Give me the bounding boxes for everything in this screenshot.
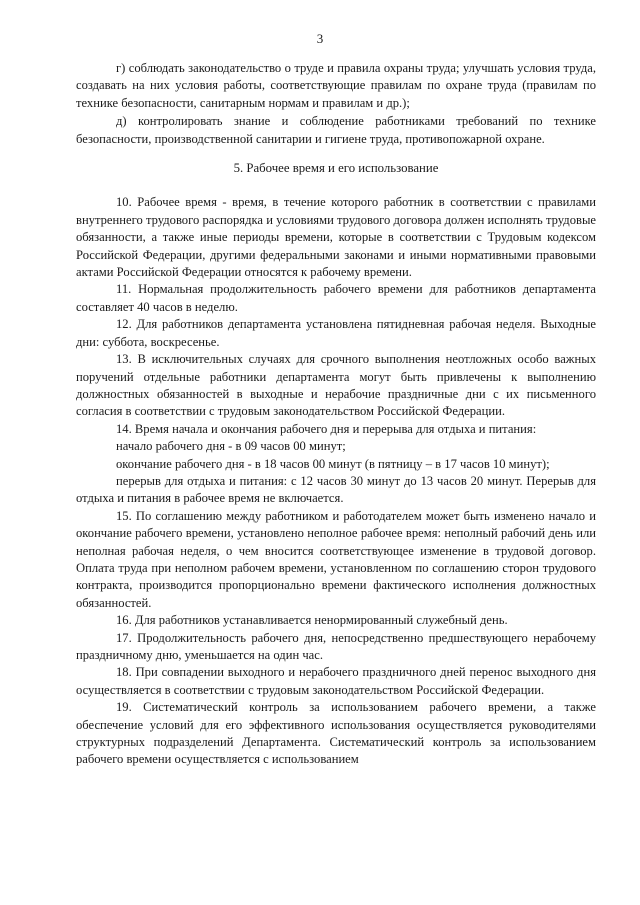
paragraph-10: 10. Рабочее время - время, в течение которого работник в соответствии с правилами внутреннего трудового распорядка и условиями трудового договора должен исполнять трудовые обязанности, а также иные периоды времени, которые в соответствии с Трудовым кодексом Российской Федерации, другими федеральными законами и иными нормативными правовыми актами Российской Федерации относятся к рабочему времени. — [76, 195, 596, 280]
paragraph-15: 15. По соглашению между работником и работодателем может быть изменено начало и окончание рабочего времени, установлено неполное рабочее время: неполный рабочий день или неполная рабочая неделя, о чем вносится соответствующее изменение в трудовой договор. Оплата труда при неполном рабочем времени, установленном по соглашению сторон трудового контракта, производится пропорционально времени фактического исполнения должностных обязанностей. — [76, 508, 596, 610]
paragraph-11: 11. Нормальная продолжительность рабочего времени для работников департамента составляет 40 часов в неделю. — [76, 282, 596, 314]
paragraph-19: 19. Систематический контроль за использованием рабочего времени, а также обеспечение условий для его эффективного использования осуществляется руководителями структурных подразделений Департамента. Систематический контроль за использованием рабочего времени осуществляется с использованием — [76, 700, 596, 767]
paragraph-14-break: перерыв для отдыха и питания: с 12 часов 30 минут до 13 часов 20 минут. Перерыв для отдыха и питания в рабочее время не включается. — [76, 473, 596, 506]
paragraph-18: 18. При совпадении выходного и нерабочего праздничного дней перенос выходного дня осуществляется в соответствии с трудовым законодательством Российской Федерации. — [76, 665, 596, 697]
paragraph-14-end: окончание рабочего дня - в 18 часов 00 минут (в пятницу – в 17 часов 10 минут); — [116, 456, 550, 471]
paragraph-14: 14. Время начала и окончания рабочего дня и перерыва для отдыха и питания: — [116, 421, 537, 436]
paragraph-g: г) соблюдать законодательство о труде и правила охраны труда; улучшать условия труда, создавать на них условия работы, соответствующие правилам по охране труда (правилам по технике безопасности, санитарным нормам и правилам и др.); — [76, 61, 596, 110]
paragraph-16: 16. Для работников устанавливается ненормированный служебный день. — [116, 613, 508, 628]
paragraph-14-start: начало рабочего дня - в 09 часов 00 минут; — [116, 439, 346, 454]
paragraph-17: 17. Продолжительность рабочего дня, непосредственно предшествующего нерабочему праздничному дню, уменьшается на один час. — [76, 630, 596, 662]
section-heading: 5. Рабочее время и его использование — [233, 161, 439, 176]
paragraph-13: 13. В исключительных случаях для срочного выполнения неотложных особо важных поручений отдельные работники департамента могут быть привлечены к выполнению должностных обязанностей в выходные и нерабочие праздничные дни с их письменного согласия в соответствии с трудовым законодательством Российской Федерации. — [76, 352, 596, 419]
page-number: 3 — [316, 31, 324, 46]
paragraph-d: д) контролировать знание и соблюдение работниками требований по технике безопасности, производственной санитарии и гигиене труда, противопожарной охране. — [76, 114, 596, 146]
document-body — [76, 60, 596, 769]
paragraph-12: 12. Для работников департамента установлена пятидневная рабочая неделя. Выходные дни: суббота, воскресенье. — [76, 317, 596, 349]
